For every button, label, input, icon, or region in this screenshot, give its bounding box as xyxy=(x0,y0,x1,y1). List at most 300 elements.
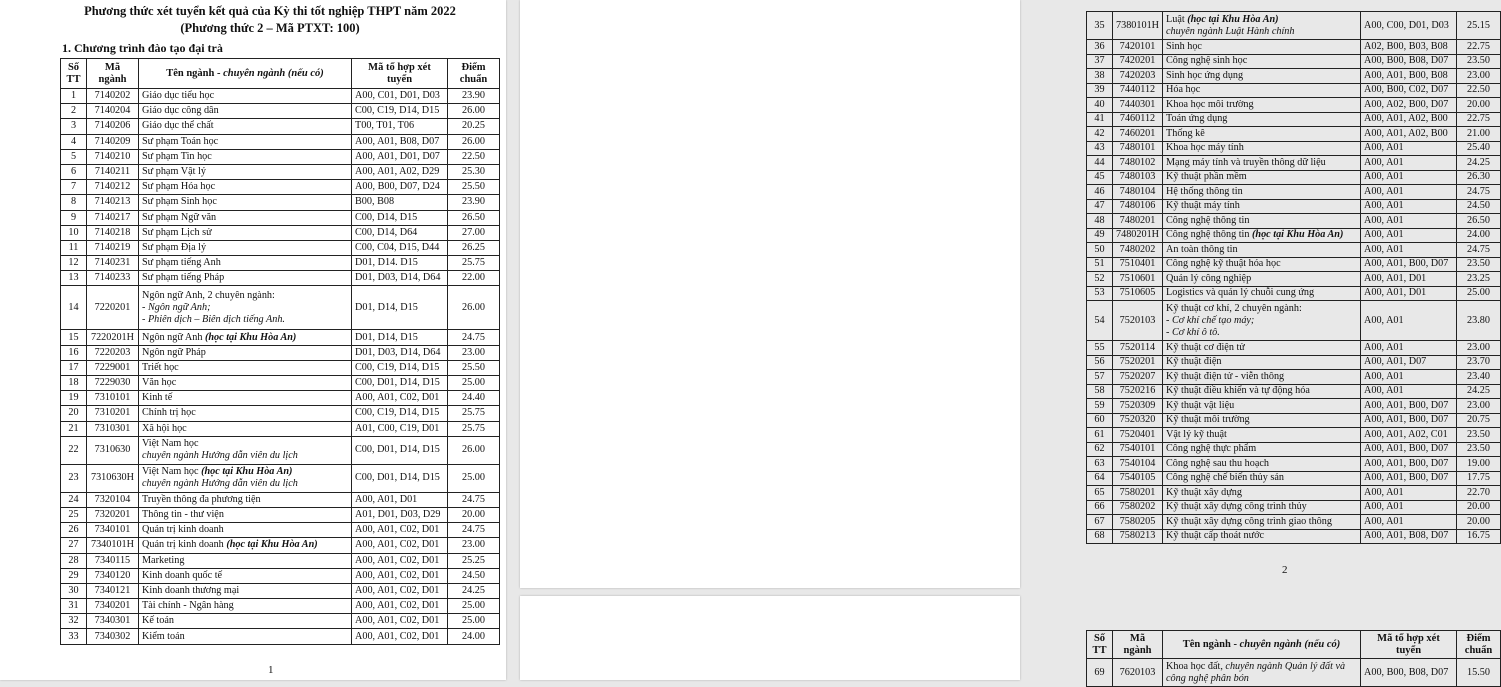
table-row xyxy=(61,164,500,179)
table-row xyxy=(1087,301,1501,341)
cell-ma: 7480101 xyxy=(1113,141,1163,156)
cell-stt: 68 xyxy=(1087,529,1113,544)
cell-stt: 10 xyxy=(61,225,87,240)
cell-tohop: B00, B08 xyxy=(352,195,448,210)
cell-tohop: A00, A01 xyxy=(1361,486,1457,501)
table-row xyxy=(61,464,500,492)
cell-stt: 50 xyxy=(1087,243,1113,258)
header-to-hop: Mã tổ hợp xét tuyển xyxy=(1361,631,1457,659)
table-row xyxy=(1087,257,1501,272)
table-row xyxy=(1087,112,1501,127)
cell-ten: Sư phạm tiếng Pháp xyxy=(139,271,352,286)
cell-diem: 25.15 xyxy=(1457,12,1501,40)
cell-stt: 66 xyxy=(1087,500,1113,515)
cell-stt: 64 xyxy=(1087,471,1113,486)
table-body-multiline xyxy=(61,436,500,492)
cell-ma: 7580213 xyxy=(1113,529,1163,544)
cell-stt: 11 xyxy=(61,240,87,255)
cell-tohop: D01, D03, D14, D64 xyxy=(352,345,448,360)
cell-stt: 1 xyxy=(61,89,87,104)
cell-stt: 49 xyxy=(1087,228,1113,243)
cell-ma: 7220203 xyxy=(87,345,139,360)
cell-diem: 24.75 xyxy=(448,523,500,538)
cell-stt: 26 xyxy=(61,523,87,538)
table-row xyxy=(1087,156,1501,171)
cell-ma: 7520401 xyxy=(1113,428,1163,443)
cell-diem: 23.90 xyxy=(448,89,500,104)
cell-stt: 30 xyxy=(61,583,87,598)
table-row xyxy=(1087,355,1501,370)
cell-diem: 23.80 xyxy=(1457,301,1501,341)
table-body xyxy=(61,345,500,436)
cell-tohop: A00, A01, D01 xyxy=(352,492,448,507)
cell-ten: Sư phạm Toán học xyxy=(139,134,352,149)
table-row xyxy=(1087,457,1501,472)
cell-ma: 7320201 xyxy=(87,507,139,522)
cell-ma: 7480201H xyxy=(1113,228,1163,243)
header-diem: Điểm chuẩn xyxy=(448,59,500,89)
cell-ten: Vật lý kỹ thuật xyxy=(1163,428,1361,443)
cell-ma: 7229001 xyxy=(87,360,139,375)
cell-tohop: A00, A01 xyxy=(1361,341,1457,356)
cell-diem: 22.00 xyxy=(448,271,500,286)
cell-tohop: A00, A01, C02, D01 xyxy=(352,629,448,644)
cell-tohop: A00, C00, D01, D03 xyxy=(1361,12,1457,40)
cell-stt: 52 xyxy=(1087,272,1113,287)
cell-diem: 26.50 xyxy=(448,210,500,225)
cell-tohop: A00, A01 xyxy=(1361,370,1457,385)
cell-ten: Sư phạm Vật lý xyxy=(139,164,352,179)
table-row xyxy=(61,436,500,464)
table-row xyxy=(61,240,500,255)
cell-tohop: A00, A01, B00, D07 xyxy=(1361,399,1457,414)
cell-ma: 7440301 xyxy=(1113,98,1163,113)
document-page-1 xyxy=(0,0,506,680)
table-row xyxy=(1087,659,1501,687)
cell-diem: 27.00 xyxy=(448,225,500,240)
cell-ten: Công nghệ kỹ thuật hóa học xyxy=(1163,257,1361,272)
cell-tohop: A00, A02, B00, D07 xyxy=(1361,98,1457,113)
cell-diem: 24.25 xyxy=(1457,384,1501,399)
cell-stt: 35 xyxy=(1087,12,1113,40)
cell-stt: 24 xyxy=(61,492,87,507)
table-row xyxy=(1087,471,1501,486)
cell-diem: 25.40 xyxy=(1457,141,1501,156)
table-row xyxy=(1087,228,1501,243)
cell-ten: Ngôn ngữ Anh, 2 chuyên ngành: - Ngôn ngữ Anh; - Phiên dịch – Biên dịch tiếng Anh. xyxy=(139,286,352,330)
cell-stt: 4 xyxy=(61,134,87,149)
cell-ten: Hệ thống thông tin xyxy=(1163,185,1361,200)
table-row xyxy=(61,89,500,104)
cell-diem: 22.75 xyxy=(1457,112,1501,127)
cell-tohop: A00, A01, C02, D01 xyxy=(352,391,448,406)
cell-tohop: A00, A01 xyxy=(1361,141,1457,156)
cell-ten: Ngôn ngữ Anh (học tại Khu Hòa An) xyxy=(139,330,352,345)
cell-stt: 13 xyxy=(61,271,87,286)
cell-stt: 62 xyxy=(1087,442,1113,457)
cell-stt: 67 xyxy=(1087,515,1113,530)
cell-stt: 56 xyxy=(1087,355,1113,370)
header-stt: Số TT xyxy=(61,59,87,89)
table-row xyxy=(61,523,500,538)
cell-ma: 7310630 xyxy=(87,436,139,464)
cell-stt: 51 xyxy=(1087,257,1113,272)
cell-tohop: A00, A01, A02, B00 xyxy=(1361,112,1457,127)
cell-ten: Quản trị kinh doanh (học tại Khu Hòa An) xyxy=(139,538,352,553)
cell-tohop: A00, A01 xyxy=(1361,500,1457,515)
table-row xyxy=(61,391,500,406)
cell-stt: 48 xyxy=(1087,214,1113,229)
cell-stt: 44 xyxy=(1087,156,1113,171)
table-row xyxy=(1087,486,1501,501)
cell-ten: Kỹ thuật điện tử - viễn thông xyxy=(1163,370,1361,385)
cell-ten: Khoa học đất, chuyên ngành Quản lý đất và công nghệ phân bón xyxy=(1163,659,1361,687)
table-row xyxy=(1087,370,1501,385)
cell-diem: 26.00 xyxy=(448,104,500,119)
cell-ten: Kỹ thuật cấp thoát nước xyxy=(1163,529,1361,544)
header-ten-nganh: Tên ngành - chuyên ngành (nếu có) xyxy=(1163,631,1361,659)
cell-stt: 19 xyxy=(61,391,87,406)
cell-stt: 3 xyxy=(61,119,87,134)
cell-ten: Kỹ thuật xây dựng công trình thủy xyxy=(1163,500,1361,515)
cell-ma: 7510605 xyxy=(1113,286,1163,301)
cell-stt: 15 xyxy=(61,330,87,345)
page-number: 1 xyxy=(268,664,274,676)
table-body xyxy=(61,89,500,286)
cell-stt: 23 xyxy=(61,464,87,492)
cell-ten: Kỹ thuật xây dựng công trình giao thông xyxy=(1163,515,1361,530)
cell-ten: Triết học xyxy=(139,360,352,375)
cell-ten: Giáo dục công dân xyxy=(139,104,352,119)
table-body xyxy=(61,492,500,538)
cell-stt: 60 xyxy=(1087,413,1113,428)
cell-tohop: A00, C01, D01, D03 xyxy=(352,89,448,104)
cell-stt: 46 xyxy=(1087,185,1113,200)
cell-stt: 8 xyxy=(61,195,87,210)
table-row xyxy=(1087,500,1501,515)
table-row xyxy=(61,583,500,598)
cell-stt: 28 xyxy=(61,553,87,568)
table-row xyxy=(1087,12,1501,40)
cell-tohop: A00, B00, C02, D07 xyxy=(1361,83,1457,98)
table-row xyxy=(61,225,500,240)
cell-tohop: A00, A01, B00, B08 xyxy=(1361,69,1457,84)
cell-ten: Luật (học tại Khu Hòa An) chuyên ngành Luật Hành chính xyxy=(1163,12,1361,40)
cell-ma: 7420203 xyxy=(1113,69,1163,84)
cell-ten: Xã hội học xyxy=(139,421,352,436)
cell-stt: 57 xyxy=(1087,370,1113,385)
cell-tohop: A00, A01, C02, D01 xyxy=(352,599,448,614)
cell-ten: Công nghệ thông tin (học tại Khu Hòa An) xyxy=(1163,228,1361,243)
cell-stt: 6 xyxy=(61,164,87,179)
cell-diem: 25.30 xyxy=(448,164,500,179)
cell-ten: Công nghệ thông tin xyxy=(1163,214,1361,229)
cell-ma: 7140206 xyxy=(87,119,139,134)
cell-diem: 24.75 xyxy=(1457,185,1501,200)
cell-tohop: C00, C04, D15, D44 xyxy=(352,240,448,255)
cell-stt: 12 xyxy=(61,256,87,271)
table-row xyxy=(1087,199,1501,214)
cell-diem: 20.00 xyxy=(1457,98,1501,113)
cell-ten: Kỹ thuật máy tính xyxy=(1163,199,1361,214)
table-row xyxy=(1087,40,1501,55)
cell-tohop: A00, A01, C02, D01 xyxy=(352,568,448,583)
cell-stt: 7 xyxy=(61,180,87,195)
cell-ten: Kinh doanh quốc tế xyxy=(139,568,352,583)
table-row xyxy=(1087,384,1501,399)
cell-stt: 20 xyxy=(61,406,87,421)
table-body-multiline xyxy=(61,538,500,553)
cell-tohop: A00, A01, D07 xyxy=(1361,355,1457,370)
section-title: 1. Chương trình đào tạo đại trà xyxy=(62,41,223,55)
cell-ma: 7340115 xyxy=(87,553,139,568)
cell-ma: 7340201 xyxy=(87,599,139,614)
cell-ma: 7540104 xyxy=(1113,457,1163,472)
cell-stt: 53 xyxy=(1087,286,1113,301)
table-row xyxy=(61,104,500,119)
cell-ma: 7340302 xyxy=(87,629,139,644)
cell-tohop: A00, A01 xyxy=(1361,170,1457,185)
cell-stt: 40 xyxy=(1087,98,1113,113)
cell-ma: 7140213 xyxy=(87,195,139,210)
cell-ma: 7420201 xyxy=(1113,54,1163,69)
cell-stt: 69 xyxy=(1087,659,1113,687)
cell-ten: Văn học xyxy=(139,376,352,391)
cell-diem: 26.25 xyxy=(448,240,500,255)
table-row xyxy=(61,614,500,629)
cell-diem: 23.00 xyxy=(448,345,500,360)
table-row xyxy=(61,492,500,507)
table-row xyxy=(1087,170,1501,185)
table-row xyxy=(1087,341,1501,356)
cell-ten: Việt Nam học chuyên ngành Hướng dẫn viên du lịch xyxy=(139,436,352,464)
cell-tohop: A00, A01, D01, D07 xyxy=(352,149,448,164)
cell-ma: 7220201 xyxy=(87,286,139,330)
cell-tohop: D01, D03, D14, D64 xyxy=(352,271,448,286)
cell-tohop: A00, A01 xyxy=(1361,214,1457,229)
cell-ten: Sư phạm Hóa học xyxy=(139,180,352,195)
cell-diem: 23.00 xyxy=(1457,399,1501,414)
table-row xyxy=(1087,413,1501,428)
table-row xyxy=(61,180,500,195)
cell-ten: Chính trị học xyxy=(139,406,352,421)
cell-diem: 25.00 xyxy=(448,599,500,614)
cell-stt: 36 xyxy=(1087,40,1113,55)
document-subtitle: (Phương thức 2 – Mã PTXT: 100) xyxy=(180,21,360,35)
table-row xyxy=(61,421,500,436)
cell-tohop: A00, A01, C02, D01 xyxy=(352,538,448,553)
page-number: 2 xyxy=(1282,564,1288,576)
cell-tohop: C00, D01, D14, D15 xyxy=(352,436,448,464)
cell-ten: Thông tin - thư viện xyxy=(139,507,352,522)
cell-ten: Kỹ thuật điều khiển và tự động hóa xyxy=(1163,384,1361,399)
cell-ten: Quản lý công nghiệp xyxy=(1163,272,1361,287)
cell-stt: 22 xyxy=(61,436,87,464)
cell-stt: 41 xyxy=(1087,112,1113,127)
cell-tohop: A00, A01, B00, D07 xyxy=(1361,413,1457,428)
cell-ma: 7580201 xyxy=(1113,486,1163,501)
table-body-multiline xyxy=(1087,301,1501,341)
cell-ten: Sinh học xyxy=(1163,40,1361,55)
cell-tohop: A00, A01 xyxy=(1361,384,1457,399)
table-row xyxy=(1087,214,1501,229)
cell-tohop: C00, D14, D15 xyxy=(352,210,448,225)
cell-stt: 17 xyxy=(61,360,87,375)
cell-stt: 33 xyxy=(61,629,87,644)
cell-tohop: A00, A01 xyxy=(1361,199,1457,214)
cell-ten: Khoa học môi trường xyxy=(1163,98,1361,113)
cell-ma: 7580202 xyxy=(1113,500,1163,515)
cell-tohop: C00, D01, D14, D15 xyxy=(352,464,448,492)
table-row xyxy=(61,507,500,522)
cell-ten: Sinh học ứng dụng xyxy=(1163,69,1361,84)
cell-tohop: C00, D01, D14, D15 xyxy=(352,376,448,391)
cell-ma: 7140202 xyxy=(87,89,139,104)
cell-ma: 7480106 xyxy=(1113,199,1163,214)
header-to-hop: Mã tổ hợp xét tuyển xyxy=(352,59,448,89)
cell-ten: Kiểm toán xyxy=(139,629,352,644)
cell-ma: 7340101 xyxy=(87,523,139,538)
cell-diem: 26.30 xyxy=(1457,170,1501,185)
document-page-2 xyxy=(520,0,1490,588)
table-row xyxy=(61,345,500,360)
cell-stt: 65 xyxy=(1087,486,1113,501)
cell-diem: 23.70 xyxy=(1457,355,1501,370)
cell-ten: Ngôn ngữ Pháp xyxy=(139,345,352,360)
cell-ma: 7140204 xyxy=(87,104,139,119)
cell-stt: 9 xyxy=(61,210,87,225)
cell-ma: 7510401 xyxy=(1113,257,1163,272)
cell-ten: Công nghệ sau thu hoạch xyxy=(1163,457,1361,472)
cell-ten: Công nghệ chế biến thủy sản xyxy=(1163,471,1361,486)
cell-tohop: A02, B00, B03, B08 xyxy=(1361,40,1457,55)
cell-ma: 7520216 xyxy=(1113,384,1163,399)
cell-ten: Sư phạm Tin học xyxy=(139,149,352,164)
cell-tohop: C00, D14, D64 xyxy=(352,225,448,240)
table-row xyxy=(1087,515,1501,530)
cell-tohop: A00, B00, B08, D07 xyxy=(1361,659,1457,687)
cell-ten: Kỹ thuật cơ điện tử xyxy=(1163,341,1361,356)
cell-ma: 7380101H xyxy=(1113,12,1163,40)
cell-diem: 25.25 xyxy=(448,553,500,568)
cell-ma: 7520320 xyxy=(1113,413,1163,428)
cell-tohop: A00, A01 xyxy=(1361,301,1457,341)
cell-ten: Hóa học xyxy=(1163,83,1361,98)
cell-tohop: A00, A01 xyxy=(1361,185,1457,200)
cell-diem: 25.75 xyxy=(448,256,500,271)
cell-diem: 24.50 xyxy=(448,568,500,583)
cell-stt: 29 xyxy=(61,568,87,583)
cell-diem: 22.50 xyxy=(448,149,500,164)
cell-diem: 26.00 xyxy=(448,286,500,330)
cell-ma: 7340120 xyxy=(87,568,139,583)
cell-diem: 23.00 xyxy=(1457,341,1501,356)
cell-tohop: A00, A01, B00, D07 xyxy=(1361,457,1457,472)
cell-ma: 7520201 xyxy=(1113,355,1163,370)
cell-tohop: D01, D14, D15 xyxy=(352,330,448,345)
cell-tohop: A01, C00, C19, D01 xyxy=(352,421,448,436)
cell-diem: 23.25 xyxy=(1457,272,1501,287)
cell-ten: Kỹ thuật xây dựng xyxy=(1163,486,1361,501)
cell-ma: 7140211 xyxy=(87,164,139,179)
table-header-row xyxy=(1087,631,1501,659)
cell-tohop: D01, D14. D15 xyxy=(352,256,448,271)
cell-ma: 7620103 xyxy=(1113,659,1163,687)
table-row xyxy=(61,330,500,345)
cell-ten: Kinh doanh thương mại xyxy=(139,583,352,598)
cell-ten: Logistics và quản lý chuỗi cung ứng xyxy=(1163,286,1361,301)
cell-stt: 45 xyxy=(1087,170,1113,185)
cell-ma: 7140218 xyxy=(87,225,139,240)
cell-diem: 20.00 xyxy=(448,507,500,522)
cell-ma: 7420101 xyxy=(1113,40,1163,55)
header-ma-nganh: Mã ngành xyxy=(1113,631,1163,659)
cell-tohop: A00, A01, B00, D07 xyxy=(1361,257,1457,272)
cell-tohop: A00, A01, C02, D01 xyxy=(352,553,448,568)
table-row xyxy=(61,286,500,330)
cell-diem: 24.00 xyxy=(1457,228,1501,243)
cell-ma: 7140219 xyxy=(87,240,139,255)
table-row xyxy=(1087,243,1501,258)
cell-diem: 20.25 xyxy=(448,119,500,134)
cell-ten: Công nghệ sinh học xyxy=(1163,54,1361,69)
cell-ma: 7229030 xyxy=(87,376,139,391)
cell-tohop: A00, B00, B08, D07 xyxy=(1361,54,1457,69)
cell-ma: 7480201 xyxy=(1113,214,1163,229)
cell-ma: 7440112 xyxy=(1113,83,1163,98)
cell-diem: 25.00 xyxy=(1457,286,1501,301)
cell-ten: Kỹ thuật phần mềm xyxy=(1163,170,1361,185)
cell-diem: 26.00 xyxy=(448,436,500,464)
cell-diem: 23.50 xyxy=(1457,257,1501,272)
table-row xyxy=(1087,399,1501,414)
cell-tohop: A00, A01 xyxy=(1361,515,1457,530)
cell-stt: 18 xyxy=(61,376,87,391)
table-body xyxy=(1087,40,1501,229)
cell-diem: 24.50 xyxy=(1457,199,1501,214)
cell-tohop: A00, A01, D01 xyxy=(1361,272,1457,287)
cell-diem: 23.00 xyxy=(448,538,500,553)
table-row xyxy=(1087,442,1501,457)
cell-ma: 7520114 xyxy=(1113,341,1163,356)
header-diem: Điểm chuẩn xyxy=(1457,631,1501,659)
cell-tohop: A00, A01, A02, C01 xyxy=(1361,428,1457,443)
cell-stt: 16 xyxy=(61,345,87,360)
cell-ma: 7520207 xyxy=(1113,370,1163,385)
cell-tohop: A00, A01, C02, D01 xyxy=(352,614,448,629)
cell-diem: 24.75 xyxy=(1457,243,1501,258)
cell-tohop: D01, D14, D15 xyxy=(352,286,448,330)
table-row xyxy=(61,134,500,149)
table-row xyxy=(61,599,500,614)
cell-diem: 25.00 xyxy=(448,464,500,492)
table-row xyxy=(1087,54,1501,69)
cell-stt: 27 xyxy=(61,538,87,553)
cell-ten: Sư phạm tiếng Anh xyxy=(139,256,352,271)
cell-diem: 15.50 xyxy=(1457,659,1501,687)
cell-tohop: A00, A01, B00, D07 xyxy=(1361,471,1457,486)
cell-ma: 7480103 xyxy=(1113,170,1163,185)
cell-diem: 24.40 xyxy=(448,391,500,406)
cell-diem: 23.50 xyxy=(1457,428,1501,443)
cell-diem: 25.00 xyxy=(448,614,500,629)
cell-diem: 26.00 xyxy=(448,134,500,149)
table-row xyxy=(1087,98,1501,113)
cell-ten: Sư phạm Ngữ văn xyxy=(139,210,352,225)
cell-stt: 25 xyxy=(61,507,87,522)
cell-ten: Việt Nam học (học tại Khu Hòa An) chuyên ngành Hướng dẫn viên du lịch xyxy=(139,464,352,492)
cell-diem: 24.25 xyxy=(448,583,500,598)
